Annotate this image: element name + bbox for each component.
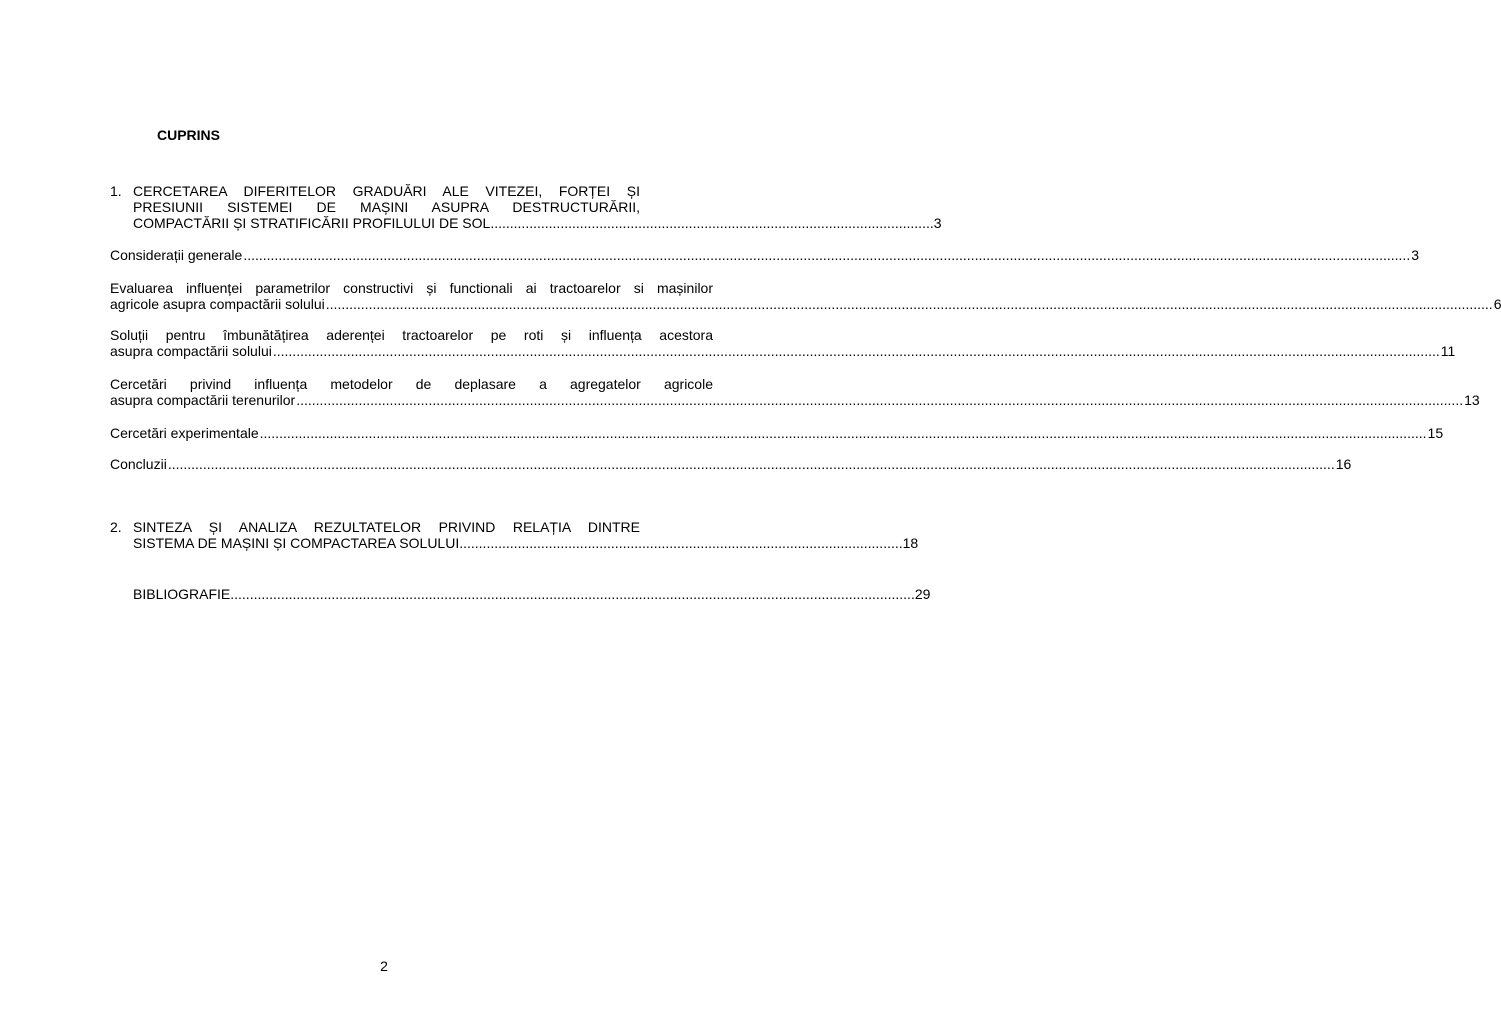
chapter-title-last-line: [133, 215, 942, 231]
toc-chapter-1[interactable]: [110, 183, 942, 231]
page-ref: 3: [933, 215, 942, 231]
toc-entry-last-line: [110, 343, 1456, 359]
toc-entry-text: Cercetări privind influența metodelor de deplasare a agregatelor agricole: [110, 376, 713, 392]
dot-leader: [296, 392, 1463, 408]
dot-leader: [326, 296, 1493, 312]
chapter-number: 2.: [110, 519, 122, 535]
toc-bibliography[interactable]: [133, 586, 931, 602]
dot-leader: ..................................................................................................................: [459, 535, 903, 551]
toc-entry-last-line: [110, 296, 1501, 312]
chapter-title-line: COMPACTĂRII ȘI STRATIFICĂRII PROFILULUI DE SOL: [133, 215, 491, 231]
chapter-title-last-line: [133, 535, 919, 551]
dot-leader: [243, 247, 1410, 263]
page-number: 2: [380, 958, 388, 974]
toc-entry-text: Soluții pentru îmbunătățirea aderenței tractoarelor pe roti și influența acestora: [110, 327, 713, 343]
toc-entry[interactable]: [110, 456, 1352, 472]
page-ref: 13: [1464, 392, 1480, 408]
toc-entry[interactable]: [110, 280, 1501, 312]
chapter-title-line: CERCETAREA DIFERITELOR GRADUĂRI ALE VITEZEI, FORȚEI ȘI: [133, 183, 640, 199]
toc-entry[interactable]: [110, 425, 1444, 441]
page-ref: 18: [902, 535, 919, 551]
chapter-number: 1.: [110, 183, 122, 199]
page-ref: 3: [1411, 247, 1420, 263]
toc-title: CUPRINS: [157, 127, 221, 143]
chapter-title-line: SINTEZA ȘI ANALIZA REZULTATELOR PRIVIND RELAȚIA DINTRE: [133, 519, 640, 535]
page-ref: 6: [1493, 296, 1501, 312]
toc-chapter-2[interactable]: [110, 519, 919, 551]
toc-entry-last-line: [110, 247, 1420, 263]
chapter-title-line: PRESIUNII SISTEMEI DE MAȘINI ASUPRA DESTRUCTURĂRII,: [133, 199, 640, 215]
dot-leader: ................................................................................................................................................................................: [230, 586, 915, 602]
toc-entry-text: agricole asupra compactării solului: [110, 296, 325, 312]
toc-entry-last-line: [110, 456, 1352, 472]
page-ref: 15: [1427, 425, 1444, 441]
bibliography-label: BIBLIOGRAFIE: [133, 586, 231, 602]
toc-entry-text: Cercetări experimentale: [110, 425, 259, 441]
toc-entry-text: asupra compactării solului: [110, 343, 272, 359]
dot-leader: [168, 456, 1335, 472]
dot-leader: [273, 343, 1440, 359]
page-ref: 16: [1335, 456, 1352, 472]
toc-entry-text: Concluzii: [110, 456, 167, 472]
bibliography-line: [133, 586, 931, 602]
toc-entry[interactable]: [110, 247, 1420, 263]
dot-leader: ..................................................................................................................: [490, 215, 934, 231]
toc-entry[interactable]: [110, 327, 1456, 359]
toc-entry-last-line: [110, 425, 1444, 441]
page-ref: 11: [1440, 343, 1456, 359]
chapter-title-line: SISTEMA DE MAȘINI ȘI COMPACTAREA SOLULUI: [133, 535, 460, 551]
page-ref: 29: [914, 586, 931, 602]
toc-entry-text: Considerații generale: [110, 247, 243, 263]
toc-entry-text: asupra compactării terenurilor: [110, 392, 296, 408]
dot-leader: [260, 425, 1427, 441]
toc-entry[interactable]: [110, 376, 1480, 408]
toc-entry-text: Evaluarea influenței parametrilor constructivi și functionali ai tractoarelor si mașinilor: [110, 280, 713, 296]
toc-entry-last-line: [110, 392, 1480, 408]
